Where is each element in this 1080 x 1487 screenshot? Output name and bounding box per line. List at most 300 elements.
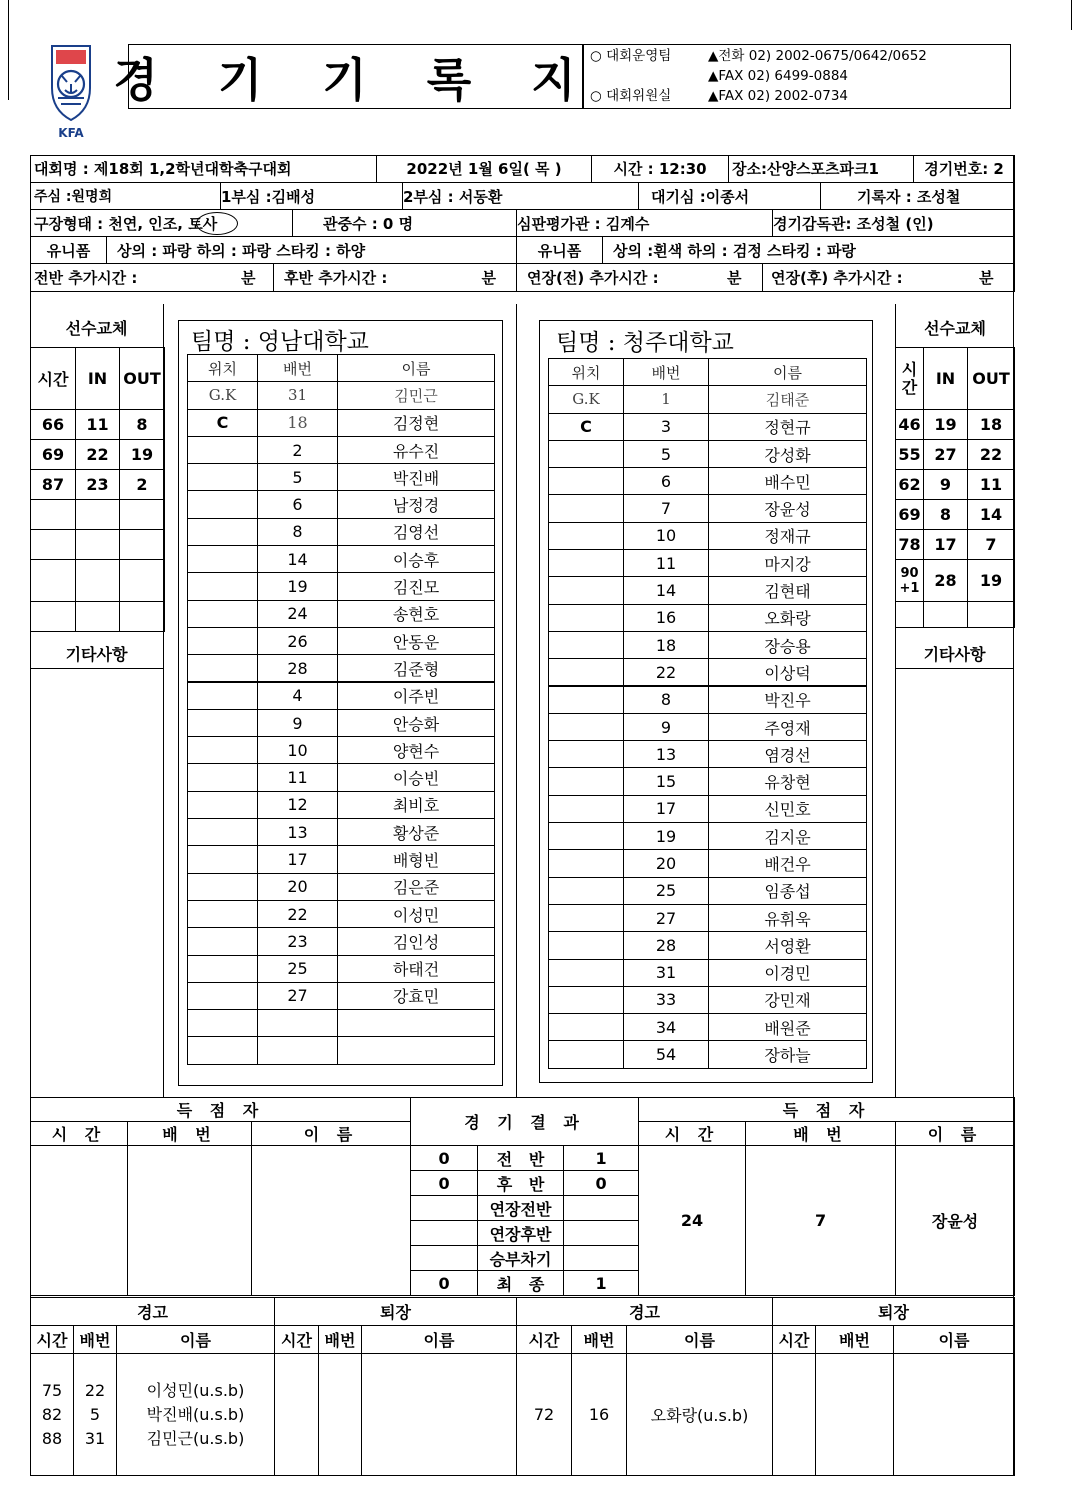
player-number: 19 — [624, 823, 709, 850]
player-position: C — [188, 409, 258, 436]
home-roster — [178, 320, 503, 1086]
player-number: 54 — [624, 1041, 709, 1068]
home-team-name: 팀명 : 영남대학교 — [191, 329, 369, 355]
player-position — [549, 550, 624, 577]
sub-time: 62 — [896, 470, 924, 500]
sub-time: 69 — [31, 440, 76, 470]
table-row — [549, 577, 867, 604]
sub-time-header: 시 간 — [896, 348, 924, 410]
card-number-header: 배번 — [816, 1326, 894, 1354]
player-number: 16 — [624, 604, 709, 631]
player-number: 17 — [258, 846, 338, 873]
away-team-name: 팀명 : 청주대학교 — [556, 330, 734, 356]
number-header: 배번 — [624, 359, 709, 386]
table-row — [188, 436, 495, 463]
sub-out: 19 — [120, 440, 165, 470]
player-name: 안동운 — [338, 627, 495, 654]
table-row — [896, 530, 1015, 560]
sub-in: 19 — [924, 410, 968, 440]
uniform-table — [30, 236, 1015, 264]
table-row — [188, 682, 495, 709]
player-name: 황상준 — [338, 819, 495, 846]
player-name: 신민호 — [709, 795, 867, 822]
sub-time: 55 — [896, 440, 924, 470]
sub-time: 90 +1 — [896, 560, 924, 602]
table-row — [549, 850, 867, 877]
player-number: 23 — [258, 928, 338, 955]
player-number: 11 — [624, 550, 709, 577]
contact-row — [590, 66, 1010, 86]
home-scorer-name-header: 이 름 — [252, 1122, 411, 1146]
added-time-table — [30, 263, 1015, 292]
result-row-label: 연장후반 — [478, 1221, 564, 1246]
name-header: 이름 — [338, 355, 495, 382]
player-position — [188, 546, 258, 573]
page-title: 경 기 기 록 지 — [113, 52, 598, 107]
table-row — [549, 741, 867, 768]
pitch-selected-circle — [196, 212, 238, 235]
table-row — [188, 873, 495, 900]
sub-out: 7 — [968, 530, 1015, 560]
table-row — [188, 655, 495, 682]
player-name: 강민재 — [709, 986, 867, 1013]
divider — [516, 304, 517, 1097]
table-row — [188, 1010, 495, 1037]
away-scorer-number: 7 — [746, 1146, 896, 1296]
home-substitution-label: 선수교체 — [65, 319, 128, 338]
away-second-half-score: 0 — [564, 1171, 639, 1196]
player-number: 17 — [624, 795, 709, 822]
table-row — [188, 928, 495, 955]
player-name: 최비호 — [338, 791, 495, 818]
player-name: 김태준 — [709, 386, 867, 413]
player-position — [549, 659, 624, 686]
logo-text: KFA — [58, 126, 84, 140]
table-row — [896, 560, 1015, 602]
divider — [30, 668, 163, 669]
cards-table — [30, 1297, 1015, 1476]
player-name: 이경민 — [709, 959, 867, 986]
name-header: 이름 — [709, 359, 867, 386]
table-row — [188, 518, 495, 545]
home-second-half-score: 0 — [411, 1171, 478, 1196]
page-edge-left — [8, 0, 9, 100]
table-row — [188, 900, 495, 927]
player-position: G.K — [188, 382, 258, 409]
assistant-referee-1: 1부심 :김배성 — [221, 183, 403, 210]
sub-in: 23 — [76, 470, 120, 500]
caution-number: 5 — [89, 1404, 101, 1424]
player-name: 남정경 — [338, 491, 495, 518]
player-number: 10 — [624, 522, 709, 549]
player-position — [188, 655, 258, 682]
player-position: C — [549, 413, 624, 440]
table-row — [188, 709, 495, 736]
result-row-label: 전 반 — [478, 1146, 564, 1171]
sub-out: 19 — [968, 560, 1015, 602]
player-name: 장승용 — [709, 631, 867, 658]
player-name: 김은준 — [338, 873, 495, 900]
player-name: 김준형 — [338, 655, 495, 682]
table-row — [188, 737, 495, 764]
sub-out: 11 — [968, 470, 1015, 500]
sub-time: 87 — [31, 470, 76, 500]
away-first-half-score: 1 — [564, 1146, 639, 1171]
kfa-logo — [46, 44, 96, 144]
sub-time: 46 — [896, 410, 924, 440]
player-number: 14 — [258, 546, 338, 573]
player-number: 6 — [258, 491, 338, 518]
officials-table — [30, 182, 1015, 210]
fourth-official: 대기심 :이종서 — [639, 183, 821, 210]
caution-number: 22 — [84, 1380, 106, 1400]
card-number-header: 배번 — [572, 1326, 627, 1354]
away-scorer-time-header: 시 간 — [639, 1122, 746, 1146]
away-final-score: 1 — [564, 1271, 639, 1296]
player-number: 13 — [624, 741, 709, 768]
number-header: 배번 — [258, 355, 338, 382]
player-name: 강효민 — [338, 982, 495, 1009]
table-row — [549, 631, 867, 658]
result-row-label: 후 반 — [478, 1171, 564, 1196]
sub-in: 28 — [924, 560, 968, 602]
referee: 주심 :원명희 — [31, 183, 221, 210]
sub-time: 66 — [31, 410, 76, 440]
player-position — [549, 495, 624, 522]
player-number: 34 — [624, 1014, 709, 1041]
et2-added-unit: 분 — [959, 264, 1015, 292]
second-half-added-label: 후반 추가시간 : — [274, 264, 462, 292]
contact-value: ▲FAX 02) 2002-0734 — [708, 88, 849, 104]
player-number: 6 — [624, 468, 709, 495]
table-row — [549, 823, 867, 850]
player-number: 12 — [258, 791, 338, 818]
position-header: 위치 — [549, 359, 624, 386]
player-name: 박진배 — [338, 464, 495, 491]
table-row — [549, 932, 867, 959]
goals-result-table — [30, 1097, 1015, 1296]
player-position — [188, 436, 258, 463]
player-number: 19 — [258, 573, 338, 600]
player-name: 양현수 — [338, 737, 495, 764]
sub-in: 11 — [76, 410, 120, 440]
table-row — [188, 600, 495, 627]
player-name: 배건우 — [709, 850, 867, 877]
player-number: 33 — [624, 986, 709, 1013]
card-name-header: 이름 — [894, 1326, 1015, 1354]
player-number: 10 — [258, 737, 338, 764]
player-name: 안승화 — [338, 709, 495, 736]
home-uniform-label: 유니폼 — [31, 237, 107, 264]
divider — [895, 668, 1014, 669]
player-name: 김민근 — [338, 382, 495, 409]
player-number: 27 — [624, 904, 709, 931]
card-number-header: 배번 — [74, 1326, 117, 1354]
sub-out: 14 — [968, 500, 1015, 530]
caution-name: 이성민(u.s.b) — [146, 1380, 245, 1400]
player-number: 22 — [258, 900, 338, 927]
player-position — [549, 631, 624, 658]
player-name: 이상덕 — [709, 659, 867, 686]
player-position — [188, 464, 258, 491]
sub-out: 8 — [120, 410, 165, 440]
player-number: 25 — [624, 877, 709, 904]
sub-in: 22 — [76, 440, 120, 470]
player-name: 배형빈 — [338, 846, 495, 873]
home-scorer-time-header: 시 간 — [31, 1122, 128, 1146]
et2-added-label: 연장(후) 추가시간 : — [763, 264, 959, 292]
player-name: 강성화 — [709, 440, 867, 467]
table-row — [31, 470, 165, 500]
player-number: 5 — [258, 464, 338, 491]
match-supervisor: 경기감독관: 조성철 (인) — [773, 210, 1015, 237]
table-row — [188, 982, 495, 1009]
player-number: 27 — [258, 982, 338, 1009]
away-remarks-label: 기타사항 — [923, 645, 986, 664]
home-first-half-score: 0 — [411, 1146, 478, 1171]
table-row — [31, 500, 165, 530]
away-scorer-number-header: 배 번 — [746, 1122, 896, 1146]
player-number: 24 — [258, 600, 338, 627]
player-name: 김진모 — [338, 573, 495, 600]
player-number: 13 — [258, 819, 338, 846]
card-name-header: 이름 — [627, 1326, 773, 1354]
player-name: 마지강 — [709, 550, 867, 577]
contact-value: ▲FAX 02) 6499-0884 — [708, 68, 849, 84]
player-number: 4 — [258, 682, 338, 709]
player-number: 14 — [624, 577, 709, 604]
player-name: 배원준 — [709, 1014, 867, 1041]
player-name: 정재규 — [709, 522, 867, 549]
sub-out: 2 — [120, 470, 165, 500]
card-time-header: 시간 — [31, 1326, 74, 1354]
table-row — [188, 546, 495, 573]
player-name: 장윤성 — [709, 495, 867, 522]
player-name: 김지운 — [709, 823, 867, 850]
caution-time: 75 — [41, 1380, 63, 1400]
player-position — [188, 491, 258, 518]
competition-name: 대회명 : 제18회 1,2학년대학축구대회 — [31, 156, 377, 183]
recorder: 기록자 : 조성철 — [821, 183, 1015, 210]
away-sendoff-label: 퇴장 — [773, 1298, 1015, 1326]
card-time-header: 시간 — [773, 1326, 816, 1354]
player-name: 정현규 — [709, 413, 867, 440]
player-name: 장하늘 — [709, 1041, 867, 1068]
player-number: 5 — [624, 440, 709, 467]
sub-time: 78 — [896, 530, 924, 560]
player-position — [549, 522, 624, 549]
player-number: 20 — [258, 873, 338, 900]
attendance: 관중수 : 0 명 — [293, 210, 517, 237]
away-caution-label: 경고 — [517, 1298, 773, 1326]
player-number: 8 — [258, 518, 338, 545]
table-row — [188, 464, 495, 491]
sub-in-header: IN — [76, 348, 120, 410]
contact-label: ○ 대회위원실 — [590, 88, 672, 104]
table-row — [188, 573, 495, 600]
table-row — [549, 468, 867, 495]
player-name: 염경선 — [709, 741, 867, 768]
referee-assessor: 심판평가관 : 김계수 — [517, 210, 773, 237]
page-edge-right — [1071, 0, 1072, 30]
player-name: 유수진 — [338, 436, 495, 463]
table-row — [896, 440, 1015, 470]
contact-row — [590, 86, 1010, 106]
player-number: 28 — [624, 932, 709, 959]
player-position — [188, 573, 258, 600]
kfa-tiger-emblem-icon — [46, 44, 96, 122]
player-name: 주영재 — [709, 713, 867, 740]
card-time-header: 시간 — [275, 1326, 319, 1354]
match-date: 2022년 1월 6일( 목 ) — [377, 156, 592, 183]
table-row — [896, 410, 1015, 440]
away-scorer-name-header: 이 름 — [896, 1122, 1015, 1146]
table-row — [549, 986, 867, 1013]
table-row — [31, 530, 165, 560]
contact-label: ○ 대회운영팀 — [590, 48, 672, 64]
player-number: 11 — [258, 764, 338, 791]
table-row — [549, 522, 867, 549]
sub-out: 18 — [968, 410, 1015, 440]
table-row — [896, 500, 1015, 530]
pitch-type-label: 구장형태 : 천연, 인조, 토사 — [34, 214, 218, 233]
player-name: 이승후 — [338, 546, 495, 573]
contact-label — [590, 66, 708, 86]
player-position — [549, 440, 624, 467]
table-row — [188, 791, 495, 818]
table-row — [896, 470, 1015, 500]
player-number: 1 — [624, 386, 709, 413]
away-scorer-label: 득 점 자 — [639, 1098, 1015, 1122]
player-name: 박진우 — [709, 686, 867, 713]
table-row — [549, 904, 867, 931]
et1-added-unit: 분 — [707, 264, 763, 292]
sub-out-header: OUT — [968, 348, 1015, 410]
player-number: 3 — [624, 413, 709, 440]
player-number: 20 — [624, 850, 709, 877]
table-row — [549, 659, 867, 686]
player-position — [188, 627, 258, 654]
player-name: 김정현 — [338, 409, 495, 436]
away-uniform: 상의 :흰색 하의 : 검정 스타킹 : 파랑 — [603, 237, 1015, 264]
player-position: G.K — [549, 386, 624, 413]
result-row-label: 연장전반 — [478, 1196, 564, 1221]
home-caution-label: 경고 — [31, 1298, 275, 1326]
player-number: 22 — [624, 659, 709, 686]
caution-number: 31 — [84, 1428, 106, 1448]
venue: 장소:산양스포츠파크1 — [729, 156, 914, 183]
table-row — [31, 560, 165, 602]
sub-out: 22 — [968, 440, 1015, 470]
table-row — [188, 382, 495, 409]
player-number: 7 — [624, 495, 709, 522]
home-roster-table — [187, 354, 495, 1065]
player-name: 김현태 — [709, 577, 867, 604]
player-name: 오화랑 — [709, 604, 867, 631]
home-scorer-label: 득 점 자 — [31, 1098, 411, 1122]
table-row — [188, 627, 495, 654]
player-position — [188, 600, 258, 627]
contact-box — [583, 44, 1011, 109]
player-name: 김영선 — [338, 518, 495, 545]
player-name: 유휘욱 — [709, 904, 867, 931]
match-number: 경기번호: 2 — [914, 156, 1015, 183]
card-name-header: 이름 — [117, 1326, 275, 1354]
home-scorer-number-header: 배 번 — [128, 1122, 252, 1146]
home-final-score: 0 — [411, 1271, 478, 1296]
et1-added-label: 연장(전) 추가시간 : — [517, 264, 707, 292]
contact-value: ▲전화 02) 2002-0675/0642/0652 — [708, 48, 927, 64]
table-row — [188, 491, 495, 518]
away-substitution-table — [895, 347, 1015, 628]
player-number: 18 — [624, 631, 709, 658]
result-row-label: 승부차기 — [478, 1246, 564, 1271]
table-row — [549, 386, 867, 413]
table-row — [549, 495, 867, 522]
first-half-added-label: 전반 추가시간 : — [31, 264, 224, 292]
kickoff-time: 시간 : 12:30 — [592, 156, 729, 183]
player-position — [549, 577, 624, 604]
sub-out-header: OUT — [120, 348, 165, 410]
player-number: 25 — [258, 955, 338, 982]
result-label: 경 기 결 과 — [411, 1098, 639, 1146]
table-row — [549, 1041, 867, 1068]
title-box — [113, 44, 598, 109]
card-name-header: 이름 — [362, 1326, 517, 1354]
table-row — [549, 413, 867, 440]
player-name: 송현호 — [338, 600, 495, 627]
player-name: 배수민 — [709, 468, 867, 495]
home-remarks-label: 기타사항 — [65, 645, 128, 664]
away-substitution-label: 선수교체 — [924, 319, 986, 338]
away-uniform-label: 유니폼 — [517, 237, 603, 264]
table-row — [31, 602, 165, 632]
player-name: 하태건 — [338, 955, 495, 982]
player-number: 9 — [258, 709, 338, 736]
card-time-header: 시간 — [517, 1326, 572, 1354]
table-row — [188, 1037, 495, 1064]
player-number: 8 — [624, 686, 709, 713]
away-scorer-name: 장윤성 — [896, 1146, 1015, 1296]
player-number: 2 — [258, 436, 338, 463]
table-row — [31, 410, 165, 440]
player-name: 유창현 — [709, 768, 867, 795]
player-number: 31 — [258, 382, 338, 409]
sub-time-header: 시간 — [31, 348, 76, 410]
assistant-referee-2: 2부심 : 서동환 — [403, 183, 639, 210]
home-substitution-table — [30, 347, 165, 632]
player-name: 이성민 — [338, 900, 495, 927]
caution-name: 김민근(u.s.b) — [146, 1428, 245, 1448]
player-number: 9 — [624, 713, 709, 740]
match-info-table — [30, 155, 1015, 183]
player-name: 이주빈 — [338, 682, 495, 709]
table-row — [549, 440, 867, 467]
player-number: 18 — [258, 409, 338, 436]
first-half-added-unit: 분 — [224, 264, 274, 292]
table-row — [549, 768, 867, 795]
caution-number: 16 — [572, 1354, 627, 1476]
table-row — [549, 713, 867, 740]
table-row — [188, 409, 495, 436]
home-uniform: 상의 : 파랑 하의 : 파랑 스타킹 : 하양 — [107, 237, 517, 264]
player-number: 28 — [258, 655, 338, 682]
table-row — [896, 602, 1015, 628]
table-row — [549, 795, 867, 822]
away-scorer-time: 24 — [639, 1146, 746, 1296]
player-name: 김인성 — [338, 928, 495, 955]
caution-time: 82 — [41, 1404, 63, 1424]
